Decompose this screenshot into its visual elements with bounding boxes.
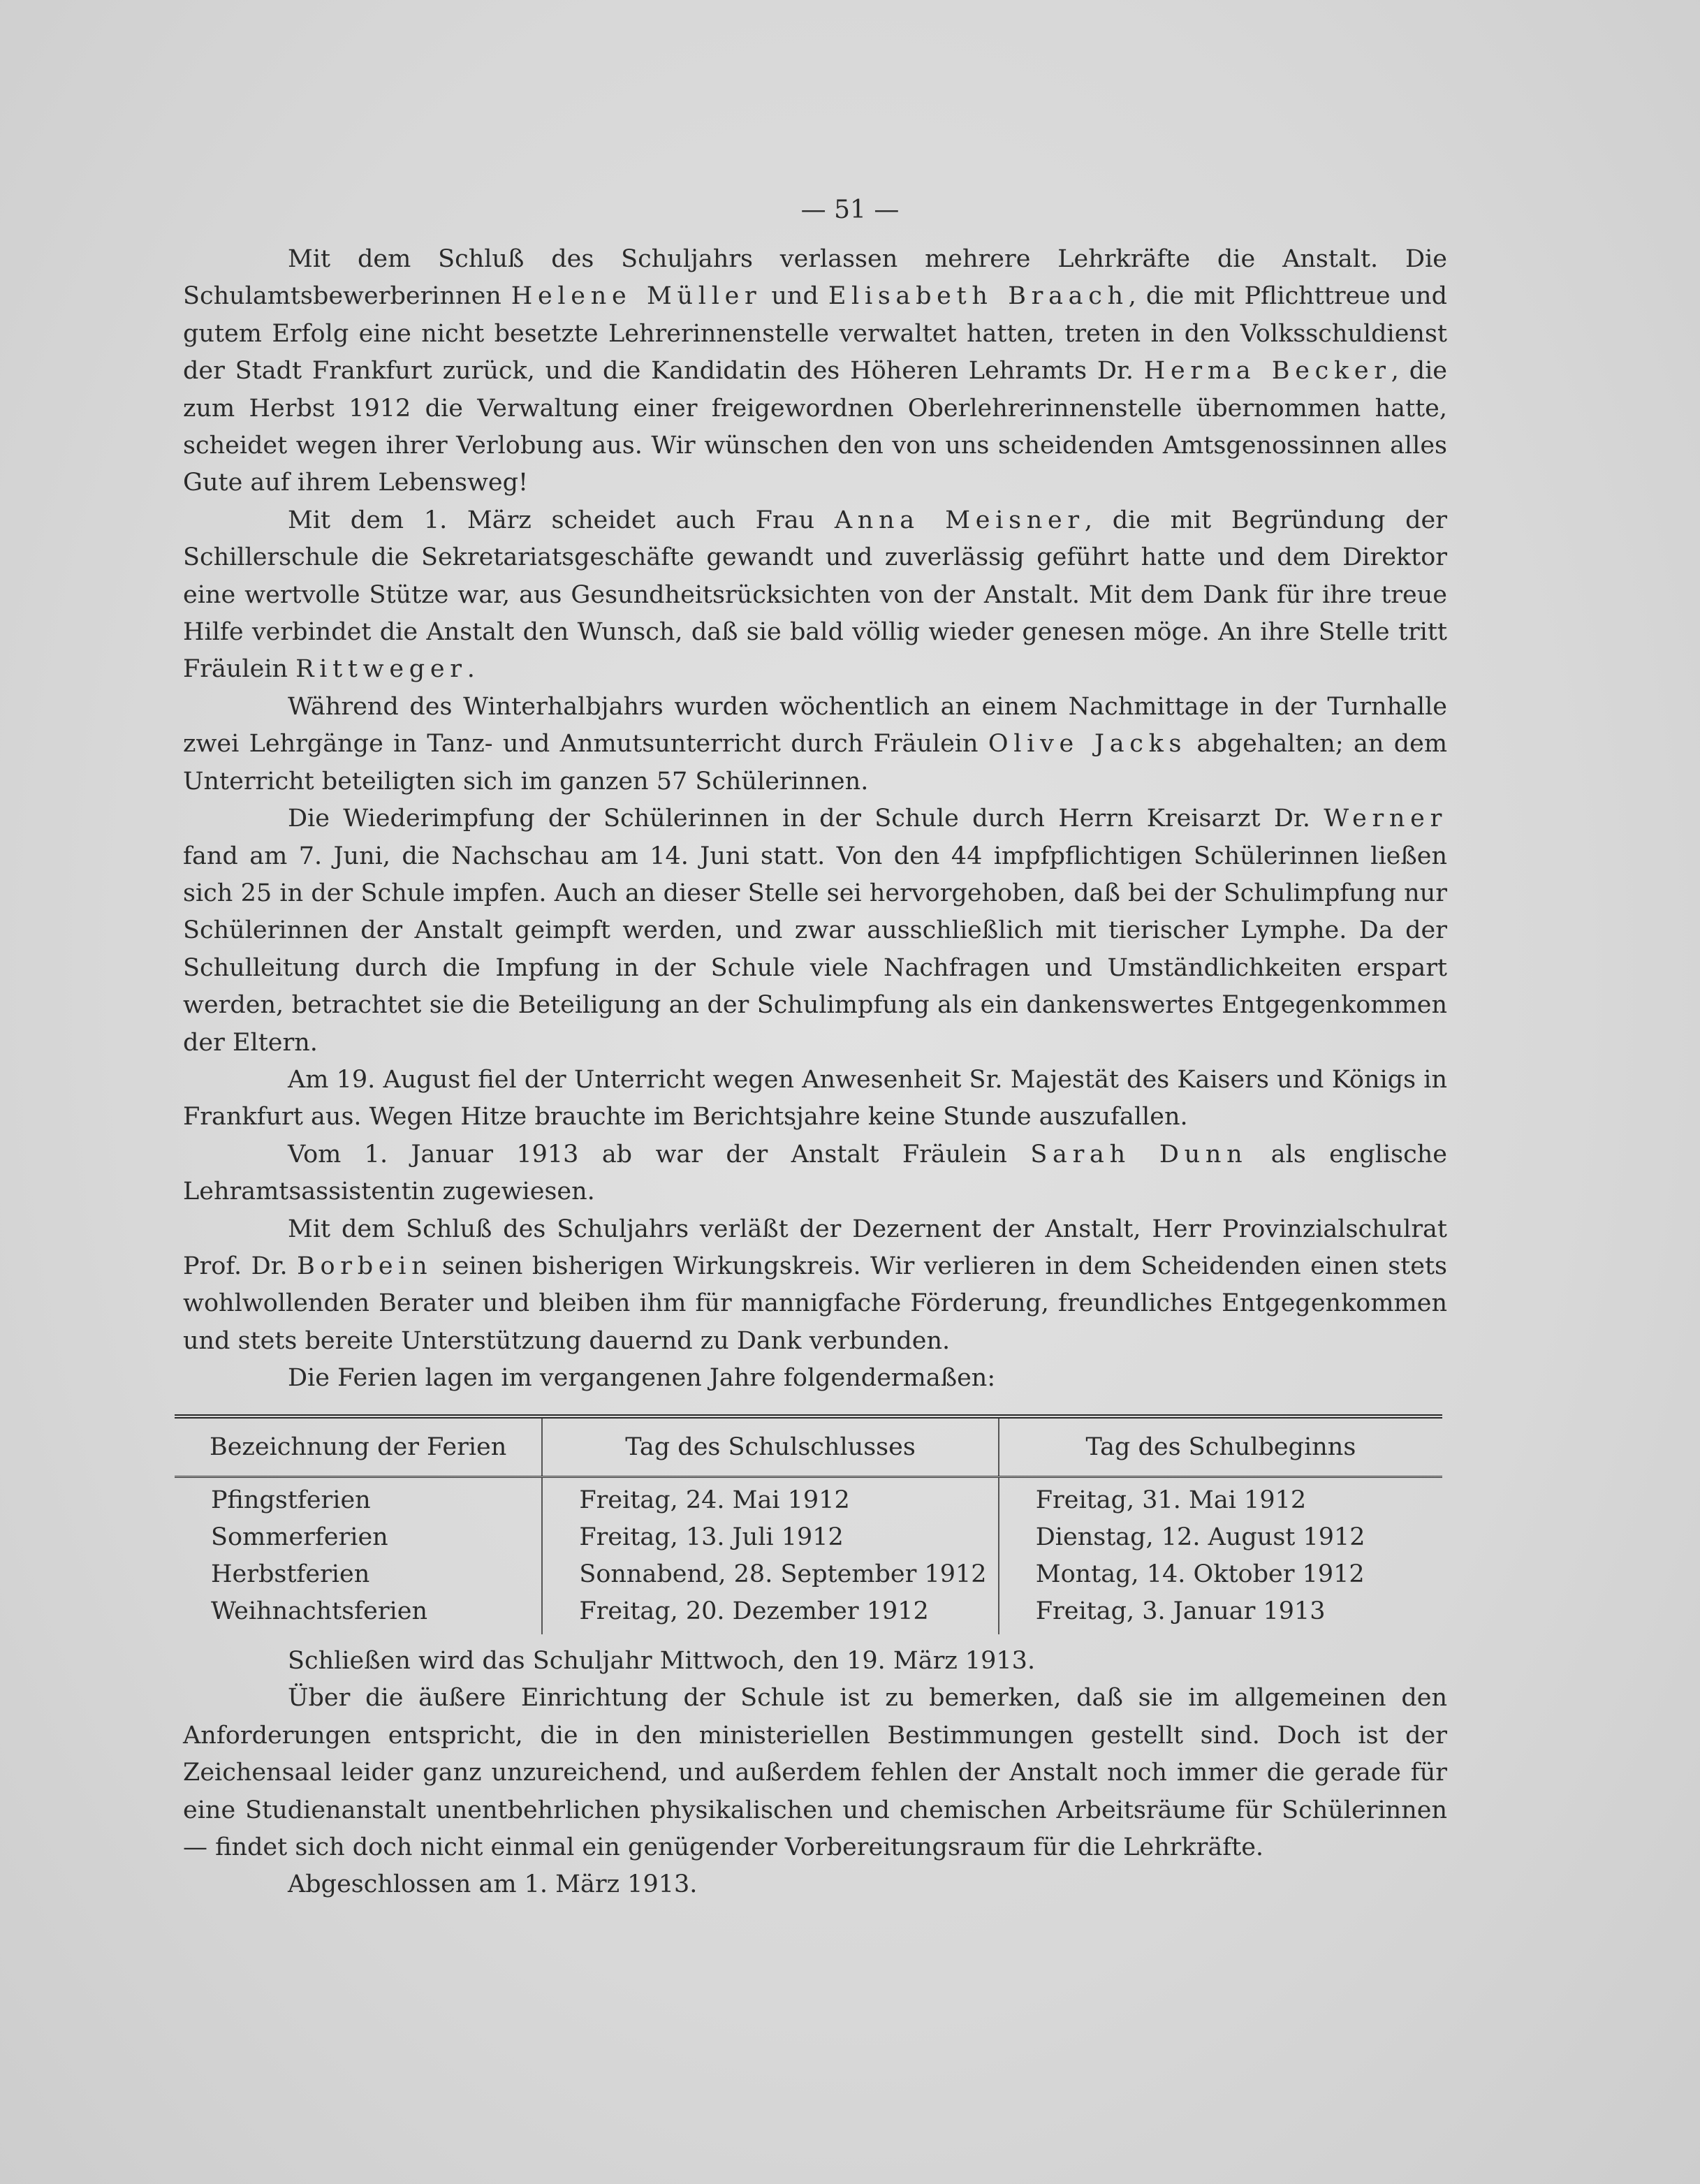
paragraph: [183, 502, 1447, 689]
closing-paragraph: Abgeschlossen am 1. März 1913.: [288, 1870, 698, 1899]
paragraph: [183, 689, 1447, 800]
closing-text: [183, 1643, 1447, 1904]
spaced-name: Rittweger: [295, 655, 467, 684]
table-row: [175, 1597, 1442, 1634]
table-row: [175, 1523, 1442, 1560]
text-run: , die mit Begründung der Schillerschule die Sekretariatsgeschäfte gewandt und zuverlässig geführt hatte und dem Direktor eine wertvolle Stütze war, aus Gesundheitsrücksichten von der Anstalt. Mit dem Dank für ihre treue Hilfe verbindet die Anstalt den Wunsch, daß sie bald völlig wieder genesen möge. An ihre Stelle tritt Fräulein: [183, 506, 1447, 684]
spaced-name: Sarah Dunn: [1030, 1140, 1248, 1168]
text-run: Mit dem Schluß des Schuljahrs verlassen mehrere Lehrkräfte die Anstalt. Die Schulamtsbewerberinnen: [183, 245, 1447, 311]
closing-paragraph: Über die äußere Einrichtung der Schule ist zu bemerken, daß sie im allgemeinen den Anforderungen entspricht, die in den ministeriellen Bestimmungen gestellt sind. Doch ist der Zeichensaal leider ganz unzureichend, und außerdem fehlen der Anstalt noch immer die gerade für eine Studienanstalt unentbehrlichen physikalischen und chemischen Arbeitsräume für Schülerinnen — findet sich doch nicht einmal ein genügender Vorbereitungsraum für die Lehrkräfte.: [183, 1684, 1447, 1862]
header-holiday-name: Bezeichnung der Ferien: [175, 1416, 542, 1477]
spaced-name: Olive Jacks: [988, 730, 1187, 758]
text-run: abgehalten; an dem Unterricht beteiligten sich im ganzen 57 Schülerinnen.: [183, 730, 1448, 796]
table-row: [175, 1560, 1442, 1597]
spaced-name: Anna Meisner: [834, 506, 1085, 534]
paragraph: [183, 1136, 1447, 1211]
holiday-name: Pfingstferien: [211, 1486, 371, 1514]
school-start-date: Montag, 14. Oktober 1912: [999, 1560, 1442, 1597]
text-run: .: [467, 655, 475, 684]
holiday-table-container: [175, 1414, 1442, 1634]
school-start-date: Freitag, 3. Januar 1913: [999, 1597, 1442, 1634]
school-end-date: Sonnabend, 28. September 1912: [542, 1560, 998, 1597]
holiday-name: Sommerferien: [211, 1523, 388, 1551]
paragraph: [183, 1360, 1447, 1397]
text-run: und: [761, 282, 828, 311]
holiday-name: Weihnachtsferien: [211, 1597, 427, 1625]
paragraph: [183, 1211, 1447, 1361]
holiday-table: [175, 1414, 1442, 1634]
spaced-name: Herma Becker: [1143, 357, 1391, 386]
school-end-date: Freitag, 20. Dezember 1912: [542, 1597, 998, 1634]
spaced-name: Borbein: [297, 1252, 433, 1280]
text-run: , die mit Pflichttreue und gutem Erfolg eine nicht besetzte Lehrerinnenstelle verwaltet hatten, treten in den Volksschuldienst der Stadt Frankfurt zurück, und die Kandidatin des Höheren Lehramts Dr.: [183, 282, 1447, 386]
school-start-date: Freitag, 31. Mai 1912: [999, 1477, 1442, 1524]
table-row: [175, 1477, 1442, 1524]
page-number: — 51 —: [800, 196, 900, 224]
text-run: Mit dem 1. März scheidet auch Frau: [288, 506, 835, 534]
paragraph: [183, 241, 1447, 502]
text-run: Vom 1. Januar 1913 ab war der Anstalt Fräulein: [288, 1140, 1031, 1168]
text-run: fand am 7. Juni, die Nachschau am 14. Juni statt. Von den 44 impfpflichtigen Schülerinnen ließen sich 25 in der Schule impfen. Auch an dieser Stelle sei hervorgehoben, daß bei der Schulimpfung nur Schülerinnen der Anstalt geimpft werden, und zwar ausschließlich mit tierischer Lymphe. Da der Schulleitung durch die Impfung in der Schule viele Nachfragen und Umständlichkeiten erspart werden, betrachtet sie die Beteiligung an der Schulimpfung als ein dankenswertes Entgegenkommen der Eltern.: [183, 842, 1447, 1057]
body-text: [183, 241, 1447, 1398]
spaced-name: Elisabeth Braach: [828, 282, 1129, 311]
text-run: Während des Winterhalbjahrs wurden wöchentlich an einem Nachmittage in der Turnhalle zwei Lehrgänge in Tanz- und Anmutsunterricht durch Fräulein: [183, 692, 1447, 758]
school-end-date: Freitag, 24. Mai 1912: [542, 1477, 998, 1524]
holiday-name: Herbstferien: [211, 1560, 370, 1588]
paragraph: [183, 800, 1447, 1062]
text-run: Die Ferien lagen im vergangenen Jahre folgendermaßen:: [288, 1364, 996, 1393]
text-run: Die Wiederimpfung der Schülerinnen in der Schule durch Herrn Kreisarzt Dr.: [288, 805, 1324, 833]
text-run: Mit dem Schluß des Schuljahrs verläßt der Dezernent der Anstalt, Herr Provinzialschulrat Prof. Dr.: [183, 1215, 1447, 1280]
spaced-name: Werner: [1324, 805, 1447, 833]
school-start-date: Dienstag, 12. August 1912: [999, 1523, 1442, 1560]
school-end-date: Freitag, 13. Juli 1912: [542, 1523, 998, 1560]
text-run: seinen bisherigen Wirkungskreis. Wir verlieren in dem Scheidenden einen stets wohlwollenden Berater und bleiben ihm für mannigfache Förderung, freundliches Entgegenkommen und stets bereite Unterstützung dauernd zu Dank verbunden.: [183, 1252, 1447, 1355]
spaced-name: Helene Müller: [511, 282, 762, 311]
header-school-end: Tag des Schulschlusses: [542, 1416, 998, 1477]
table-header-row: [175, 1416, 1442, 1477]
text-run: Am 19. August fiel der Unterricht wegen Anwesenheit Sr. Majestät des Kaisers und Königs in Frankfurt aus. Wegen Hitze brauchte im Berichtsjahre keine Stunde auszufallen.: [183, 1065, 1447, 1131]
paragraph: [183, 1062, 1447, 1136]
header-school-start: Tag des Schulbeginns: [999, 1416, 1442, 1477]
text-run: , die zum Herbst 1912 die Verwaltung einer freigewordnen Oberlehrerinnenstelle übernommen hatte, scheidet wegen ihrer Verlobung aus. Wir wünschen den von uns scheidenden Amtsgenossinnen alles Gute auf ihrem Lebensweg!: [183, 357, 1447, 497]
closing-paragraph: Schließen wird das Schuljahr Mittwoch, den 19. März 1913.: [288, 1647, 1036, 1675]
text-run: als englische Lehramtsassistentin zugewiesen.: [183, 1140, 1448, 1206]
